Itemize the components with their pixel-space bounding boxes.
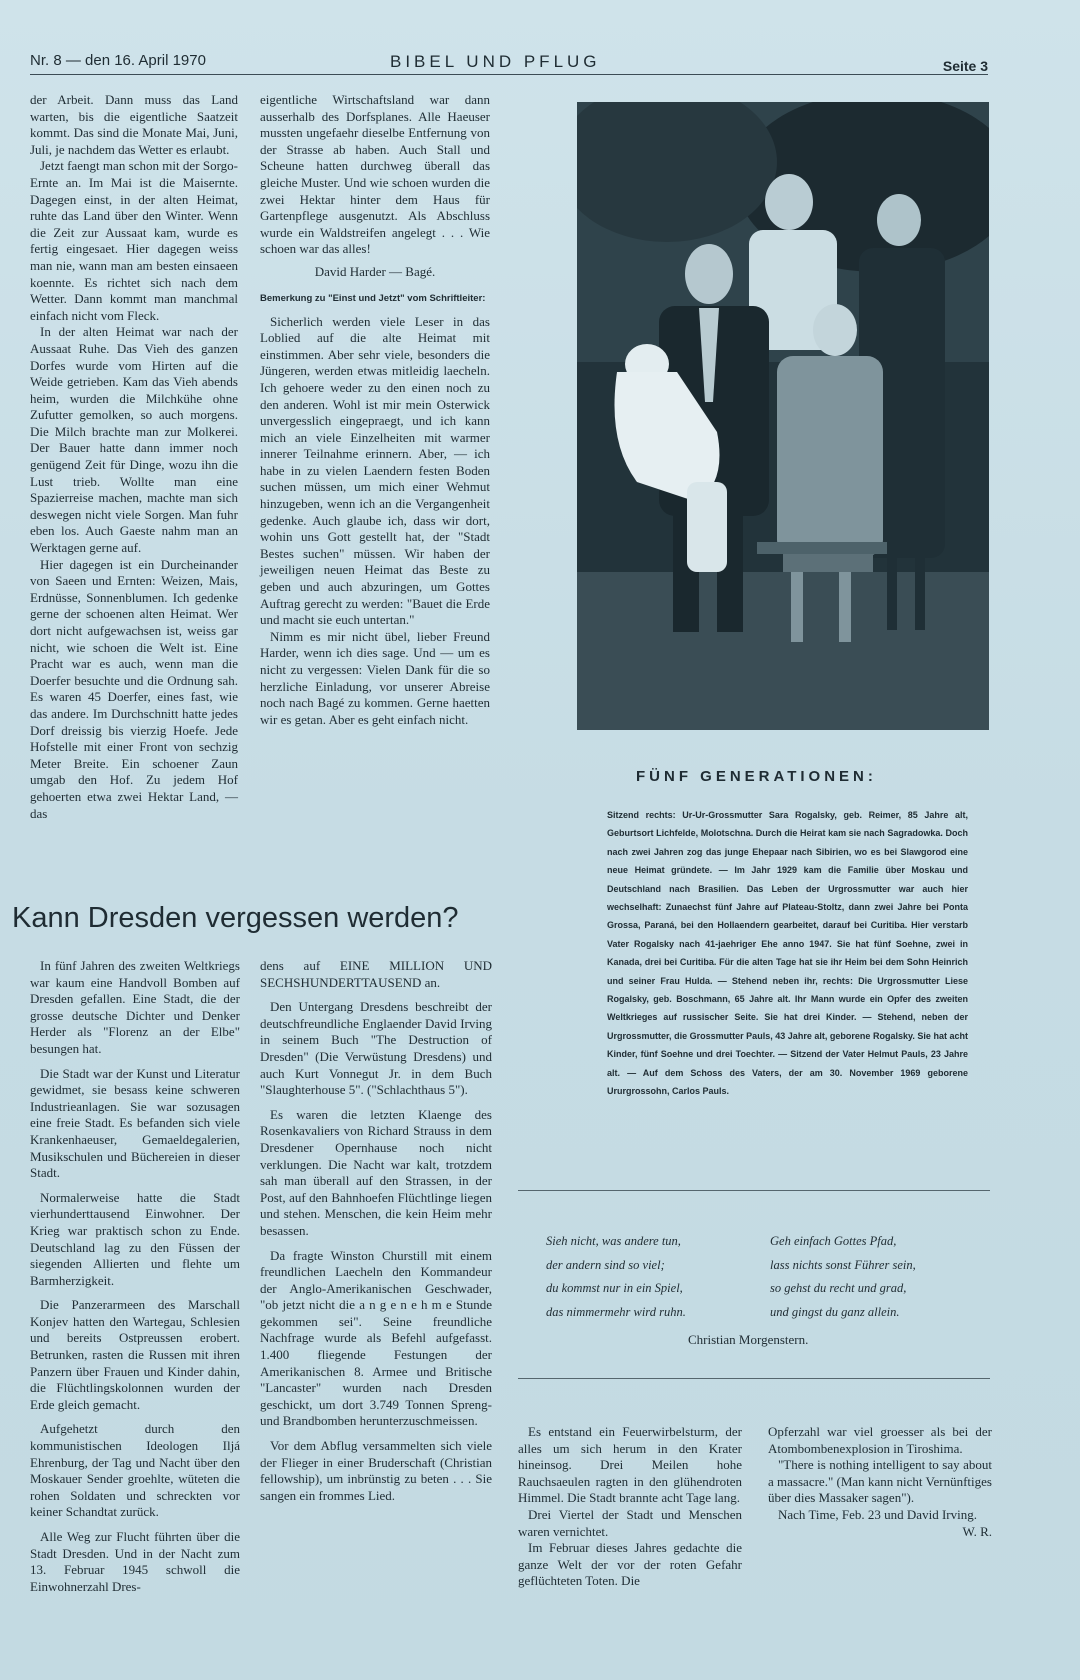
paragraph: Vor dem Abflug versammelten sich viele der Flieger in einer Bruderschaft (Christian fellowship), um inbrünstig zu beten . . . Sie sangen ein frommes Lied.: [260, 1438, 492, 1503]
newspaper-title: BIBEL UND PFLUG: [390, 52, 601, 71]
author-signature: David Harder — Bagé.: [314, 263, 436, 279]
poem-line: der andern sind so viel;: [546, 1257, 665, 1272]
paragraph: Da fragte Winston Churstill mit einem freundlichen Laecheln den Kommandeur der Anglo-Amerikanischen Geschwader, "ob jetzt nicht die a n g e n e h m e Stunde gekommen sei". Seine freundliche Nachfrage wurde als Befehl aufgefasst. 1.400 fliegende Festungen der Amerikanischen 8. Armee und Britische "Lancaster" wurden nach Dresden geschickt, um dort 3.749 Tonnen Spreng- und Brandbomben herunterzuschmeissen.: [260, 1247, 492, 1429]
poem-line: Geh einfach Gottes Pfad,: [770, 1234, 897, 1248]
poem-right-stanza: [770, 1230, 916, 1324]
editor-note-heading: Bemerkung zu "Einst und Jetzt" vom Schriftleiter:: [260, 292, 486, 304]
photo-caption: Sitzend rechts: Ur-Ur-Grossmutter Sara Rogalsky, geb. Reimer, 85 Jahre alt, Geburtsort Lichfelde, Molotschna. Durch die Heirat kam sie nach Sagradowka. Doch nach zwei Jahren zog das junge Ehepaar nach Sibirien, wo es bei Slawgorod eine neue Heimat gründete. — Im Jahr 1929 kam die Familie über Moskau und Deutschland nach Brasilien. Das Leben der Urgrossmutter war auch hier wechselhaft: Zunaechst fünf Jahre auf Plateau-Stoltz, dann zwei Jahre bei Ponta Grossa, Paraná, bei den Hollaendern gearbeitet, darauf bei Curitiba. Hier verstarb Vater Rogalsky nach 41-jaehriger Ehe anno 1947. Sie hat fünf Soehne, zwei in Kanada, drei bei Curitiba. Für die alten Tage hat sie ihr Heim bei dem Sohn Heinrich und seiner Frau Hulda. — Stehend neben ihr, rechts: Die Urgrossmutter Liese Rogalsky, geb. Boschmann, 65 Jahre alt. Ihr Mann wurde ein Opfer des zweiten Weltkrieges auf russischer Seite. Sie hat drei Kinder. — Stehend, neben der Urgrossmutter, die Grossmutter Pauls, 43 Jahre alt, geborene Rogalsky. Sie hat acht Kinder, fünf Soehne und drei Toechter. — Sitzend der Vater Helmut Pauls, 23 Jahre alt. — Auf dem Schoss des Vaters, der am 30. November 1969 geborene Ururgrossohn, Carlos Pauls.: [607, 810, 968, 1097]
paragraph: Die Stadt war der Kunst und Literatur gewidmet, sie besass keine schweren Industrieanlagen. Sie war sozusagen eine freie Stadt. Es befanden sich viele Krankenhaeuser, Gemaeldegalerien, Musikschulen und Büchereien in dieser Stadt.: [30, 1065, 240, 1181]
dresden-column-3: [518, 1424, 742, 1590]
paragraph: Jetzt faengt man schon mit der Sorgo-Ernte an. Im Mai ist die Maisernte. Dagegen einst, in der alten Heimat, ruhte das Land über den Winter. Wenn die Zeit zur Aussaat kam, wurde es fertig eingesaet. Hier dagegen weiss man nie, wann man am besten einsaeen koennte. Es richtet sich nach dem Wetter. Dann kommt man manchmal einfach nicht vom Fleck.: [30, 158, 238, 323]
paragraph: In fünf Jahren des zweiten Weltkriegs war kaum eine Handvoll Bomben auf Dresden gefallen. Eine Stadt, die der grosse deutsche Dichter und Denker Herder als "Florenz an der Elbe" besungen hat.: [30, 958, 240, 1056]
issue-date: Nr. 8 — den 16. April 1970: [30, 52, 206, 69]
page-header: [30, 50, 988, 76]
poem-top-rule: [518, 1190, 990, 1191]
paragraph: Normalerweise hatte die Stadt vierhunderttausend Einwohner. Der Krieg war praktisch schon zu Ende. Deutschland lag zu den Füssen der siegenden Allierten und flehte um Barmherzigkeit.: [30, 1189, 240, 1288]
poem-author: Christian Morgenstern.: [688, 1332, 809, 1347]
paragraph: In der alten Heimat war nach der Aussaat Ruhe. Das Vieh des ganzen Dorfes wurde vom Hirten auf die Weide getrieben. Kam das Vieh abends heim, wurden die Milchkühe ohne Zufutter gemolken, so auch morgens. Die Milch brachte man zur Molkerei. Der Bauer hatte dann immer noch genügend Zeit für Dinge, wozu ihn die Lust trieb. Wollte man eine Spazierreise machen, machte man sich deswegen nicht viele Sorgen. Man fuhr eben los. Auch Gaeste nahm man an Werktagen gerne auf.: [30, 324, 238, 556]
article-headline: Kann Dresden vergessen werden?: [12, 902, 459, 934]
paragraph: der Arbeit. Dann muss das Land warten, bis die eigentliche Saatzeit kommt. Das sind die Monate Mai, Juni, Juli, je nachdem das Wetter es erlaubt.: [30, 92, 238, 157]
paragraph: "There is nothing intelligent to say about a massacre." (Man kann nicht Vernünftiges über dies Massaker sagen").: [768, 1457, 992, 1506]
page-number: Seite 3: [942, 58, 988, 74]
photo-illustration: [577, 102, 989, 730]
paragraph: dens auf EINE MILLION UND SECHSHUNDERTTAUSEND an.: [260, 958, 492, 990]
paragraph: Alle Weg zur Flucht führten über die Stadt Dresden. Und in der Nacht zum 13. Februar 1945 schwoll die Einwohnerzahl Dres-: [30, 1529, 240, 1594]
paragraph: Im Februar dieses Jahres gedachte die ganze Welt der vor der roten Gefahr geflüchteten Toten. Die: [518, 1540, 742, 1589]
paragraph: Nimm es mir nicht übel, lieber Freund Harder, wenn ich dies sage. Und — um es nicht zu vergessen: Vielen Dank für die so herzliche Einladung, vor unserer Abreise noch nach Bagé zu kommen. Gerne haetten wir es getan. Aber es geht einfach nicht.: [260, 628, 490, 727]
photo-title: FÜNF GENERATIONEN:: [636, 768, 877, 785]
paragraph: Nach Time, Feb. 23 und David Irving.: [778, 1506, 977, 1522]
article-column-2: [260, 92, 490, 728]
poem-line: du kommst nur in ein Spiel,: [546, 1281, 683, 1296]
article-signature: W. R.: [962, 1523, 992, 1539]
paragraph: Opferzahl war viel groesser als bei der Atombombenexplosion in Tiroshima.: [768, 1424, 992, 1456]
paragraph: Die Panzerarmeen des Marschall Konjev hatten den Wartegau, Schlesien und bereits Ostpreussen erobert. Betrunken, rasten die Russen mit ihren Panzern über Frauen und Kinder dahin, die Flüchtlingskolonnen wurden der Erde gleich gemacht.: [30, 1297, 240, 1412]
paragraph: eigentliche Wirtschaftsland war dann ausserhalb des Dorfsplanes. Alle Haeuser mussten ungefaehr dieselbe Entfernung von der Strasse ab haben. Auch Stall und Scheune hatten durchweg überall das gleiche Muster. Und wie schoen wurden die zwei Hektar hinter dem Haus für Gartenpflege ausgenutzt. Als Abschluss wurde ein Waldstreifen angelegt . . . Wie schoen war das alles!: [260, 92, 490, 257]
dresden-column-4: [768, 1424, 992, 1540]
poem-left-stanza: [546, 1230, 686, 1324]
poem-line: so gehst du recht und grad,: [770, 1281, 907, 1296]
paragraph: Es entstand ein Feuerwirbelsturm, der alles um sich herum in den Krater hineinsog. Drei Meilen hohe Rauchsaeulen ragten in den glühendroten Himmel. Die Stadt brannte acht Tage lang.: [518, 1424, 742, 1506]
family-photograph: [577, 102, 989, 730]
paragraph: Aufgehetzt durch den kommunistischen Ideologen Iljá Ehrenburg, der Tag und Nacht über den Moskauer Sender groehlte, wüteten die rohen Soldaten und schreckten vor keiner Schandtat zurück.: [30, 1421, 240, 1520]
paragraph: Es waren die letzten Klaenge des Rosenkavaliers von Richard Strauss in dem Dresdener Opernhause noch nicht verklungen. Die Nacht war kalt, trotzdem sah man überall auf den Strassen, in der Post, auf den Bahnhoefen Flüchtlinge liegen und stehen. Menschen, die kein Heim mehr besassen.: [260, 1106, 492, 1238]
poem-line: Sieh nicht, was andere tun,: [546, 1234, 681, 1248]
poem-line: das nimmermehr wird ruhn.: [546, 1304, 686, 1319]
paragraph: Drei Viertel der Stadt und Menschen waren vernichtet.: [518, 1506, 742, 1539]
poem-bottom-rule: [518, 1378, 990, 1379]
article-column-1: [30, 92, 238, 822]
poem-line: lass nichts sonst Führer sein,: [770, 1257, 916, 1272]
header-rule: [30, 74, 988, 75]
paragraph: Den Untergang Dresdens beschreibt der deutschfreundliche Englaender David Irving in seinem Buch "The Destruction of Dresden" (Die Verwüstung Dresdens) und auch Kurt Vonnegut Jr. in dem Buch "Slaughterhouse 5". ("Schlachthaus 5").: [260, 999, 492, 1098]
paragraph: Sicherlich werden viele Leser in das Loblied auf die alte Heimat mit einstimmen. Aber sehr viele, besonders die Jüngeren, werden etwas mitleidig laecheln. Ich gehoere weder zu den einen noch zu den anderen. Wohl ist mir mein Osterwick unvergesslich eingepraegt, und ich kann mich an viele Einzelheiten mit warmer innerer Teilnahme erinnern. Aber, — ich habe in zu vielen Laendern festen Boden suchen müssen, um mich einer Wehmut hinzugeben, wenn ich an die Vergangenheit gedenke. Auch glaube ich, dass wir dort, wohin uns Gott gestellt hat, der "Stadt Bestes suchen" müssen. Wir haben der jeweiligen neuen Heimat das Beste zu geben und auch abzuringen, um Gottes Auftrag gerecht zu werden: "Bauet die Erde und macht sie euch untertan.": [260, 313, 490, 628]
dresden-column-1: [30, 958, 240, 1595]
paragraph: Hier dagegen ist ein Durcheinander von Saeen und Ernten: Weizen, Mais, Erdnüsse, Sonnenblumen. Ich gedenke gerne der schoenen alten Heimat. Wer dort nicht aufgewachsen ist, weiss gar nicht, wie schoen die Welt ist. Eine Pracht war es auch, wenn man die Doerfer besuchte und die Ordnung sah. Es waren 45 Doerfer, eines fast, wie das andere. Im Durchschnitt hatte jedes Dorf dreissig bis vierzig Hoefe. Jede Hofstelle mit einer Front von sechzig Meter Breite. Ein schoener Zaun umgab den Hof. Zu jedem Hof gehoerten etwa zwei Hektar Land, — das: [30, 556, 238, 821]
poem-line: und gingst du ganz allein.: [770, 1304, 900, 1319]
dresden-column-2: [260, 958, 492, 1504]
